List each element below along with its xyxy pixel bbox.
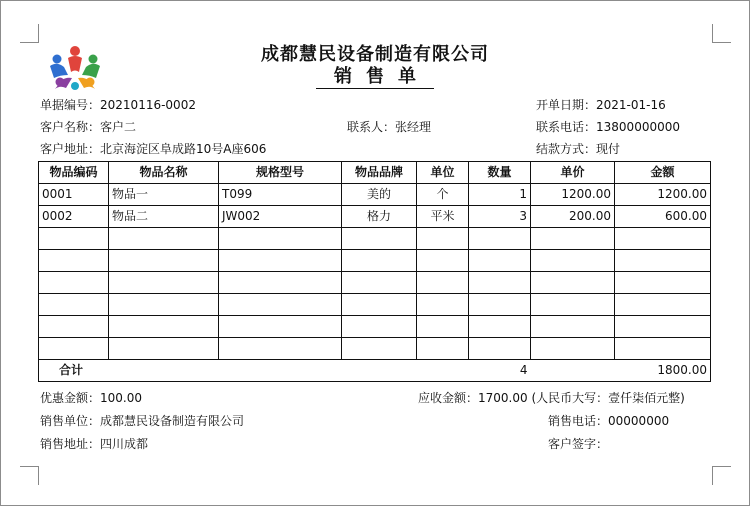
contact-label: 联系人： <box>347 120 396 134</box>
payment-method-field <box>536 141 620 157</box>
cell-unit-price: 1200.00 <box>531 184 615 206</box>
customer-address-label: 客户地址： <box>40 142 101 156</box>
receivable-value: 1700.00 <box>478 391 528 405</box>
table-row <box>39 272 711 294</box>
cell-spec: JW002 <box>219 206 342 228</box>
column-header-item-name: 物品名称 <box>109 162 219 184</box>
cell-unit <box>417 338 469 360</box>
customer-address-field <box>40 141 266 157</box>
receivable-label: 应收金额： <box>418 391 479 405</box>
total-quantity: 4 <box>469 360 531 382</box>
cell-brand: 美的 <box>342 184 417 206</box>
table-row <box>39 206 711 228</box>
table-row <box>39 184 711 206</box>
cell-brand <box>342 316 417 338</box>
cell-spec <box>219 272 342 294</box>
cell-amount: 1200.00 <box>615 184 711 206</box>
cell-unit: 平米 <box>417 206 469 228</box>
cell-brand <box>342 272 417 294</box>
cell-amount <box>615 316 711 338</box>
table-row <box>39 228 711 250</box>
contact-phone-field <box>536 119 680 135</box>
column-header-brand: 物品品牌 <box>342 162 417 184</box>
seller-address-value: 四川成都 <box>100 437 149 451</box>
cell-amount <box>615 272 711 294</box>
cell-quantity: 1 <box>469 184 531 206</box>
cell-quantity <box>469 338 531 360</box>
cell-amount: 600.00 <box>615 206 711 228</box>
cell-item-name: 物品一 <box>109 184 219 206</box>
doc-number-field <box>40 97 196 113</box>
cell-item-name <box>109 316 219 338</box>
discount-value: 100.00 <box>100 391 143 405</box>
cell-unit-price <box>531 338 615 360</box>
cell-amount <box>615 228 711 250</box>
cell-amount <box>615 250 711 272</box>
customer-name-field <box>40 119 136 135</box>
total-label: 合计 <box>39 360 469 382</box>
sales-phone-label: 销售电话： <box>548 414 609 428</box>
cell-spec <box>219 250 342 272</box>
items-table <box>38 161 711 382</box>
table-total-row <box>39 360 711 382</box>
column-header-unit-price: 单价 <box>531 162 615 184</box>
table-row <box>39 316 711 338</box>
cell-item-code <box>39 338 109 360</box>
issue-date-field <box>536 97 666 113</box>
cell-brand <box>342 250 417 272</box>
customer-signature-label: 客户签字： <box>548 437 609 451</box>
cell-item-name <box>109 294 219 316</box>
cell-item-name <box>109 250 219 272</box>
cell-quantity <box>469 228 531 250</box>
seller-value: 成都慧民设备制造有限公司 <box>100 414 245 428</box>
cell-item-name <box>109 338 219 360</box>
column-header-quantity: 数量 <box>469 162 531 184</box>
payment-method-value: 现付 <box>596 142 621 156</box>
doc-number-label: 单据编号： <box>40 98 101 112</box>
cell-unit-price <box>531 228 615 250</box>
sales-phone-value: 00000000 <box>608 414 670 428</box>
cell-quantity <box>469 250 531 272</box>
cell-quantity <box>469 294 531 316</box>
cell-unit <box>417 272 469 294</box>
column-header-item-code: 物品编码 <box>39 162 109 184</box>
cell-spec <box>219 338 342 360</box>
receivable-field <box>418 390 685 406</box>
customer-name-label: 客户名称： <box>40 120 101 134</box>
document-title: 销售单 <box>316 66 434 89</box>
issue-date-label: 开单日期： <box>536 98 597 112</box>
contact-value: 张经理 <box>395 120 432 134</box>
seller-address-label: 销售地址： <box>40 437 101 451</box>
column-header-spec: 规格型号 <box>219 162 342 184</box>
cell-unit-price <box>531 316 615 338</box>
customer-name-value: 客户二 <box>100 120 137 134</box>
cell-unit <box>417 250 469 272</box>
cell-brand <box>342 338 417 360</box>
customer-address-value: 北京海淀区阜成路10号A座606 <box>100 142 267 156</box>
table-row <box>39 294 711 316</box>
seller-address-field <box>40 436 148 452</box>
payment-method-label: 结款方式： <box>536 142 597 156</box>
cell-item-code <box>39 228 109 250</box>
contact-phone-label: 联系电话： <box>536 120 597 134</box>
cell-amount <box>615 294 711 316</box>
cell-unit <box>417 294 469 316</box>
cell-unit <box>417 316 469 338</box>
cell-item-code <box>39 294 109 316</box>
cell-quantity: 3 <box>469 206 531 228</box>
cell-unit-price <box>531 272 615 294</box>
crop-mark-bottom-right <box>712 466 731 485</box>
crop-mark-bottom-left <box>20 466 39 485</box>
discount-field <box>40 390 142 406</box>
cell-brand <box>342 228 417 250</box>
total-spacer <box>531 360 615 382</box>
table-row <box>39 338 711 360</box>
seller-label: 销售单位： <box>40 414 101 428</box>
cell-quantity <box>469 316 531 338</box>
cell-item-name: 物品二 <box>109 206 219 228</box>
cell-unit-price: 200.00 <box>531 206 615 228</box>
column-header-unit: 单位 <box>417 162 469 184</box>
doc-number-value: 20210116-0002 <box>100 98 196 112</box>
cell-quantity <box>469 272 531 294</box>
cell-spec: T099 <box>219 184 342 206</box>
cell-item-name <box>109 228 219 250</box>
cell-brand <box>342 294 417 316</box>
cell-spec <box>219 316 342 338</box>
cell-item-code: 0001 <box>39 184 109 206</box>
cell-brand: 格力 <box>342 206 417 228</box>
cell-amount <box>615 338 711 360</box>
total-amount: 1800.00 <box>615 360 711 382</box>
cell-item-code <box>39 272 109 294</box>
contact-phone-value: 13800000000 <box>596 120 680 134</box>
column-header-amount: 金额 <box>615 162 711 184</box>
cell-item-name <box>109 272 219 294</box>
cell-item-code <box>39 250 109 272</box>
table-row <box>39 250 711 272</box>
cell-spec <box>219 294 342 316</box>
seller-field <box>40 413 244 429</box>
cell-spec <box>219 228 342 250</box>
table-header-row <box>39 162 711 184</box>
company-title: 成都慧民设备制造有限公司 <box>261 44 489 65</box>
cell-item-code <box>39 316 109 338</box>
receivable-in-words: (人民币大写：壹仟柒佰元整) <box>531 391 685 405</box>
customer-signature-field <box>548 436 608 452</box>
cell-unit: 个 <box>417 184 469 206</box>
discount-label: 优惠金额： <box>40 391 101 405</box>
contact-field <box>347 119 431 135</box>
cell-unit-price <box>531 250 615 272</box>
cell-item-code: 0002 <box>39 206 109 228</box>
cell-unit <box>417 228 469 250</box>
sales-phone-field <box>548 413 669 429</box>
cell-unit-price <box>531 294 615 316</box>
issue-date-value: 2021-01-16 <box>596 98 666 112</box>
